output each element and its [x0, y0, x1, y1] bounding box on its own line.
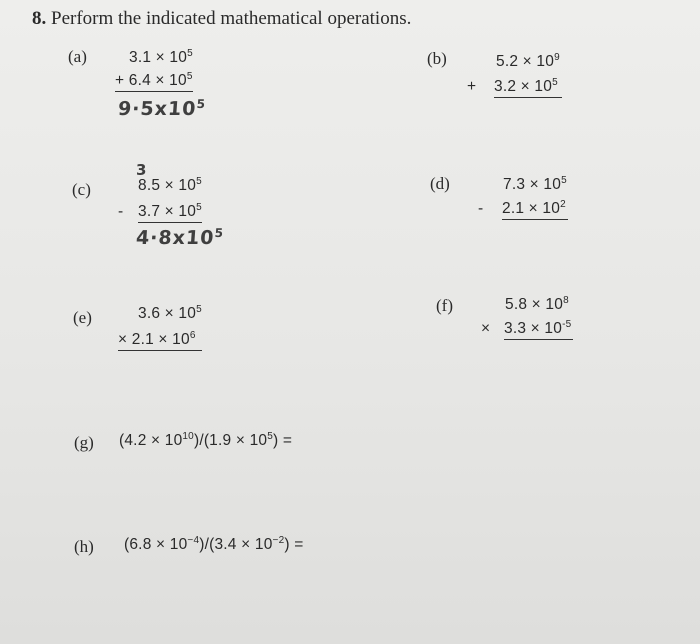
b-operator: +: [467, 78, 477, 95]
label-f: (f): [436, 296, 453, 315]
label-b: (b): [427, 49, 447, 68]
c-carry-mark: 3: [136, 161, 148, 179]
c-operator: -: [118, 203, 124, 220]
d-operator: -: [478, 200, 484, 217]
problem-title: [32, 8, 411, 30]
f-line2: $3.3 \times 10^{-5}$: [504, 320, 573, 340]
a-handwritten-answer: $9\cdot 5x10^5$: [117, 97, 207, 120]
e-line2: × $2.1 \times 10^6$: [118, 331, 202, 351]
f-operator: ×: [481, 320, 491, 337]
f-line1: $5.8 \times 10^8$: [505, 295, 569, 313]
label-h: (h): [74, 537, 94, 556]
h-expression: $(6.8 \times 10^{-4})/(3.4 \times 10^{-2})$ =: [124, 535, 304, 553]
c-handwritten-answer: $4\cdot 8x10^5$: [135, 226, 225, 249]
g-expression: $(4.2 \times 10^{10})/(1.9 \times 10^5)$ =: [119, 431, 293, 449]
label-d: (d): [430, 174, 450, 193]
b-line2: $3.2 \times 10^5$: [494, 78, 562, 98]
a-line1: $3.1 \times 10^5$: [129, 48, 193, 66]
label-c: (c): [72, 180, 91, 199]
d-line1: $7.3 \times 10^5$: [503, 175, 567, 193]
c-line2: $3.7 \times 10^5$: [138, 203, 202, 223]
a-line2: + $6.4 \times 10^5$: [115, 72, 193, 92]
problem-instruction: Perform the indicated mathematical operations.: [51, 8, 412, 29]
b-line1: $5.2 \times 10^9$: [496, 52, 560, 70]
e-line1: $3.6 \times 10^5$: [138, 304, 202, 322]
c-line1: $8.5 \times 10^5$: [138, 176, 202, 194]
label-e: (e): [73, 308, 92, 327]
d-line2: $2.1 \times 10^2$: [502, 200, 568, 220]
label-g: (g): [74, 433, 94, 452]
label-a: (a): [68, 47, 87, 66]
problem-number: 8.: [32, 8, 47, 29]
